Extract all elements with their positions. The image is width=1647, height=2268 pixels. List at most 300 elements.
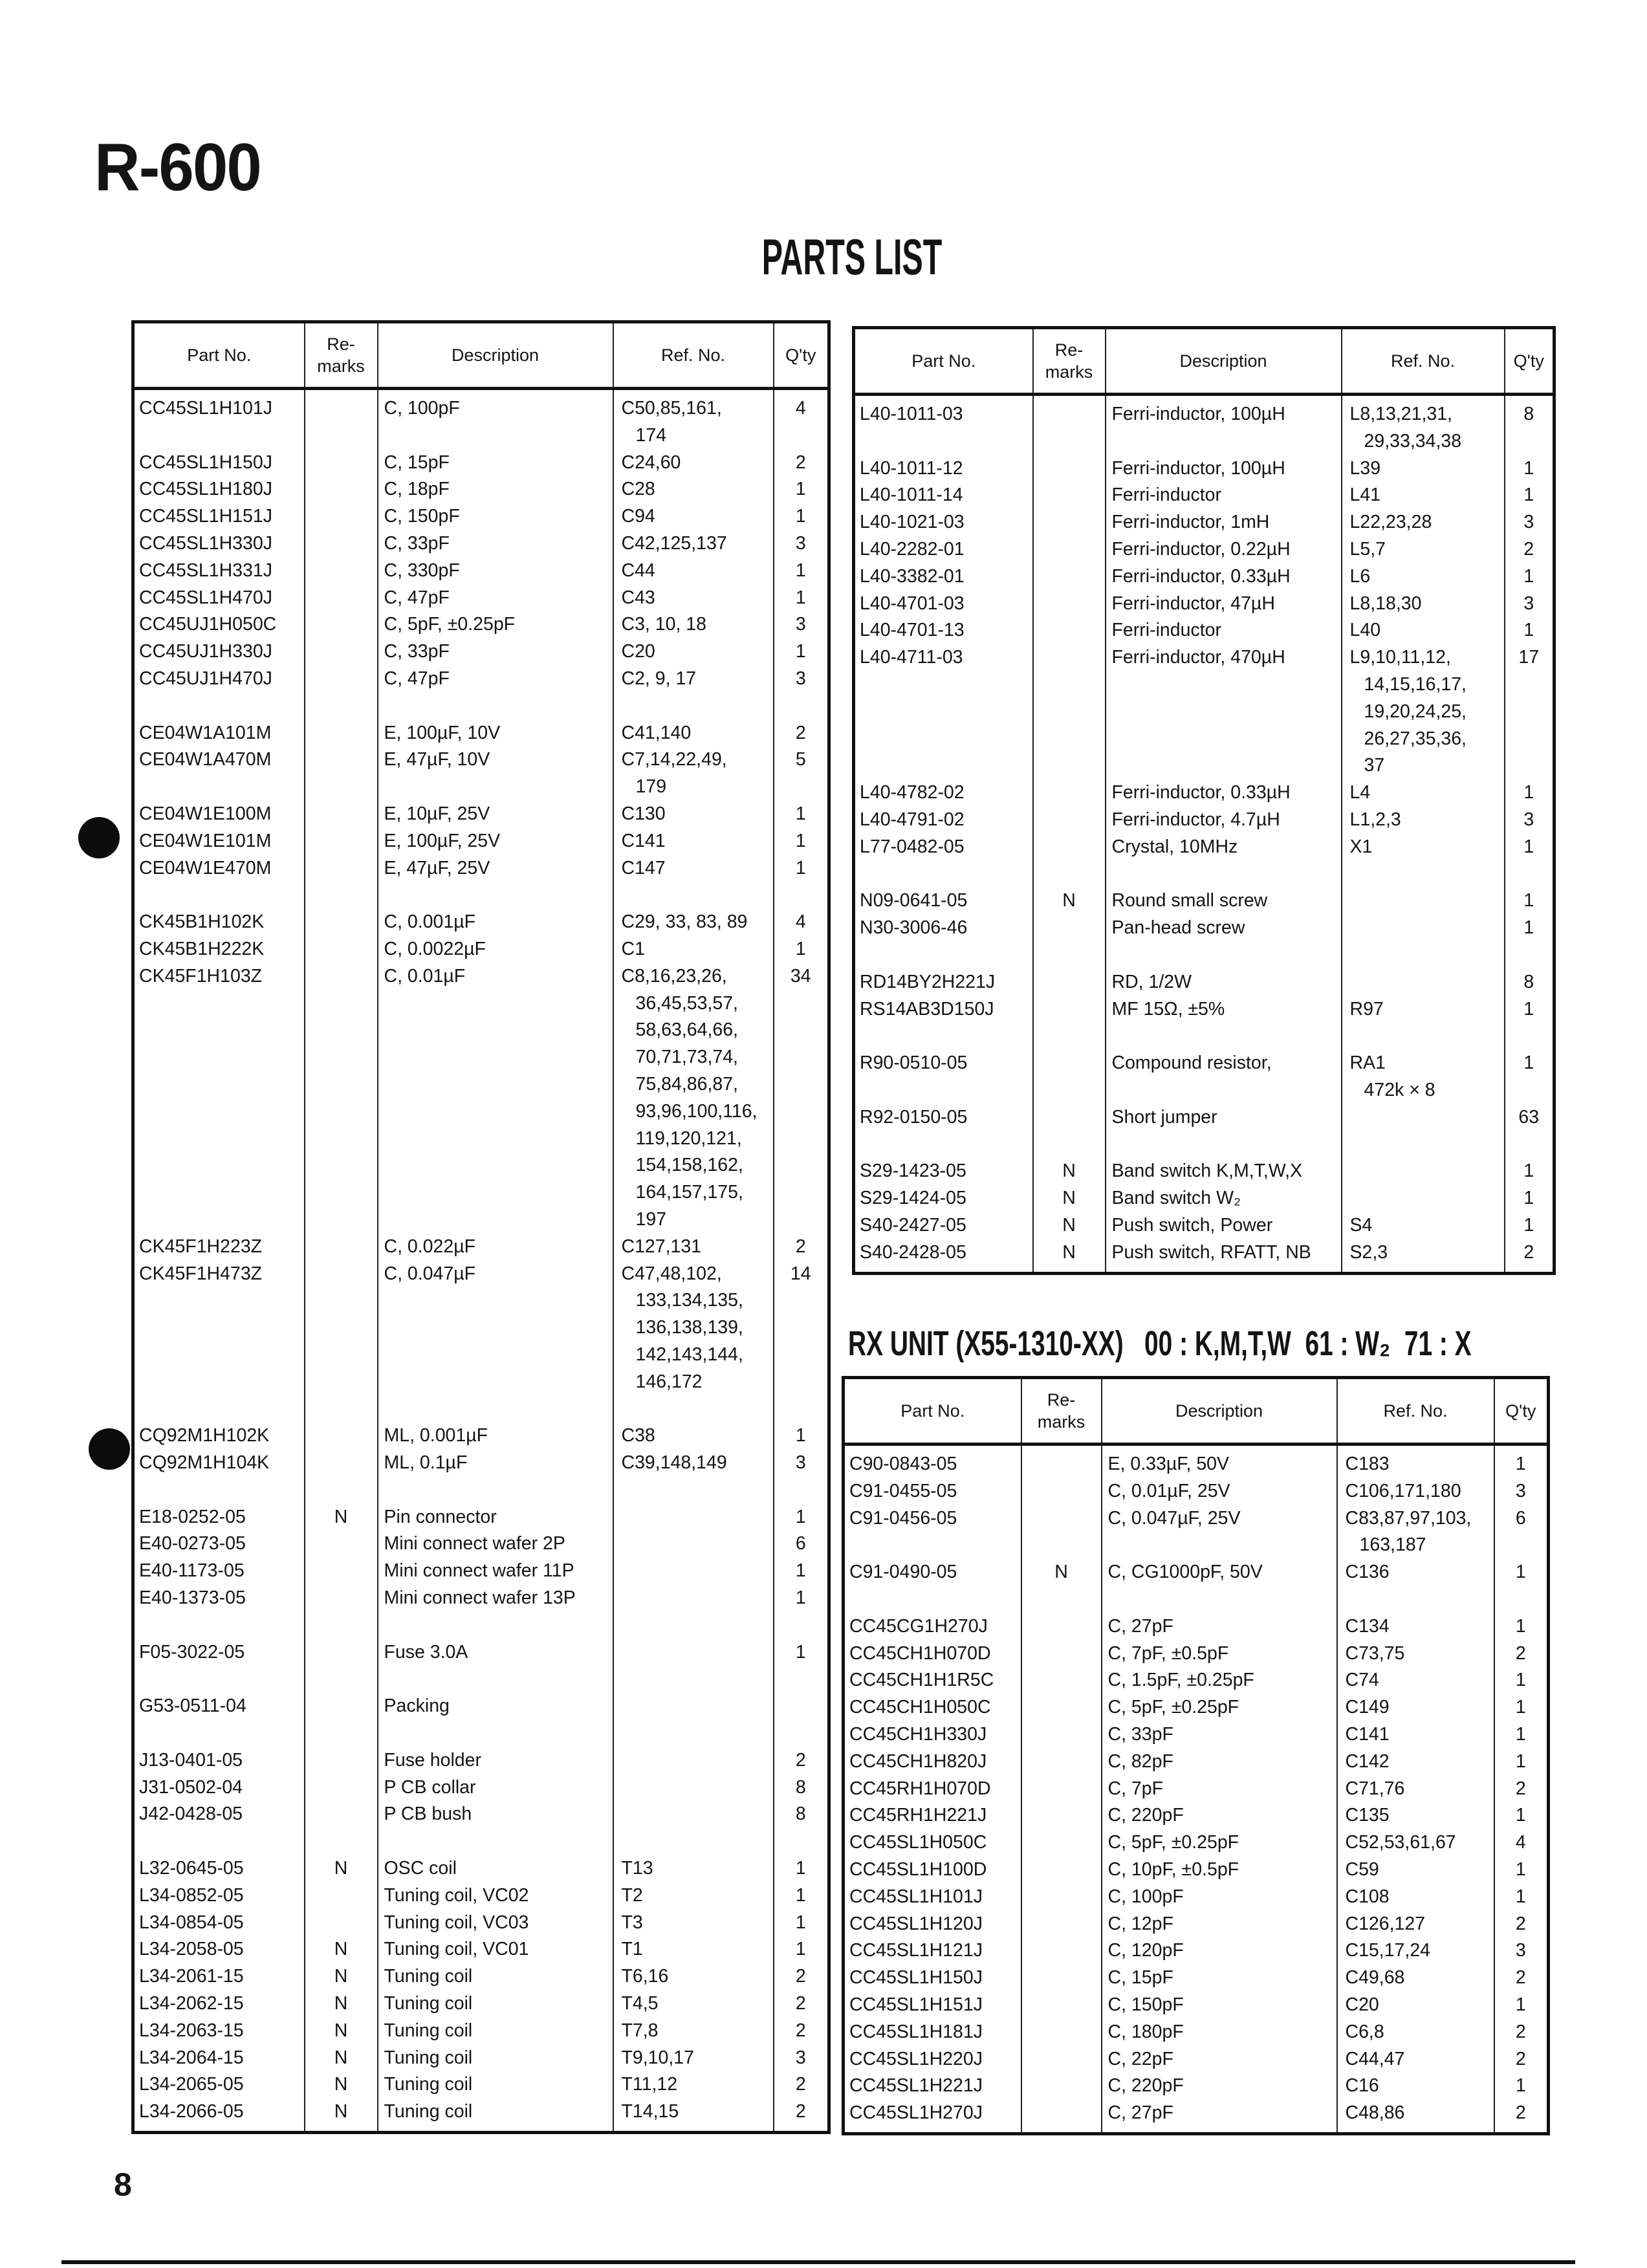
ref-line: C141: [1345, 1723, 1390, 1745]
quantity: 1: [774, 1558, 829, 1585]
quantity: 1: [1505, 1212, 1554, 1239]
description: C, 0.022µF: [378, 1234, 613, 1261]
ref-line: T11,12: [621, 2074, 678, 2095]
remarks: N: [305, 2045, 378, 2072]
description: OSC coil: [378, 1855, 613, 1882]
description: Ferri-inductor, 100µH: [1106, 401, 1342, 455]
ref-numbers: [1337, 1641, 1494, 1668]
description: P CB bush: [378, 1801, 613, 1828]
quantity: 2: [1494, 2019, 1549, 2046]
part-number: CC45UJ1H330J: [133, 638, 305, 666]
description: E, 47µF, 10V: [378, 747, 613, 801]
part-number: CC45SL1H221J: [844, 2073, 1021, 2100]
remarks: [305, 1693, 378, 1720]
spacer-row: [133, 1666, 829, 1693]
part-number: J13-0401-05: [133, 1747, 305, 1774]
spacer-row: [133, 1720, 829, 1747]
part-number: CC45SL1H151J: [133, 503, 305, 530]
remarks: [305, 1531, 378, 1558]
quantity: 1: [1494, 1451, 1549, 1478]
part-number: CC45CH1H820J: [844, 1749, 1021, 1776]
parts-table-main: [131, 320, 831, 2134]
ref-numbers: [613, 1504, 774, 1531]
quantity: 1: [1505, 834, 1554, 861]
ref-line: 179: [635, 776, 667, 798]
remarks: [305, 720, 378, 747]
remarks: [1021, 2100, 1102, 2127]
ref-numbers: [1342, 996, 1505, 1023]
ref-line: C2, 9, 17: [621, 668, 697, 689]
description: P CB collar: [378, 1774, 613, 1802]
remarks: N: [305, 1963, 378, 1990]
ref-line: C47,48,102,: [621, 1263, 722, 1284]
ref-numbers: [613, 558, 774, 585]
quantity: 1: [1494, 1559, 1549, 1586]
ref-numbers: [1337, 1965, 1494, 1992]
ref-numbers: [1337, 2019, 1494, 2046]
ref-numbers: [613, 720, 774, 747]
quantity: 3: [774, 530, 829, 558]
ref-numbers: [613, 1261, 774, 1396]
ref-line: C73,75: [1345, 1642, 1405, 1664]
quantity: 2: [1494, 2046, 1549, 2073]
remarks: [1033, 1050, 1106, 1104]
description: Pin connector: [378, 1504, 613, 1531]
description: Ferri-inductor, 470µH: [1106, 644, 1342, 780]
part-number: CC45SL1H150J: [133, 450, 305, 477]
description: Tuning coil: [378, 2071, 613, 2099]
ref-line: 164,157,175,: [635, 1182, 743, 1203]
col-header-remarks-line1: Re-: [1054, 340, 1084, 360]
ref-numbers: [1337, 1776, 1494, 1803]
description: C, 10pF, ±0.5pF: [1102, 1857, 1337, 1884]
quantity: 2: [1505, 1239, 1554, 1267]
part-number: L40-1011-14: [854, 482, 1033, 509]
ref-numbers: [613, 638, 774, 666]
description: Fuse 3.0A: [378, 1639, 613, 1666]
spacer-row: [133, 1828, 829, 1855]
table-row: [133, 1693, 829, 1720]
ref-line: C136: [1345, 1562, 1390, 1583]
description: Tuning coil: [378, 1990, 613, 2018]
remarks: [1021, 1992, 1102, 2019]
table-row: [854, 888, 1554, 915]
quantity: 3: [1505, 591, 1554, 618]
description: Crystal, 10MHz: [1106, 834, 1342, 861]
ref-line: C8,16,23,26,: [621, 965, 727, 987]
quantity: 3: [774, 666, 829, 693]
quantity: 6: [774, 1531, 829, 1558]
description: Mini connect wafer 2P: [378, 1531, 613, 1558]
table-row: [854, 455, 1554, 483]
col-header-description: Description: [1106, 328, 1342, 395]
ref-line: C147: [621, 857, 666, 878]
remarks: N: [305, 1855, 378, 1882]
table-row: [854, 969, 1554, 996]
part-number: E18-0252-05: [133, 1504, 305, 1531]
description: E, 47µF, 25V: [378, 855, 613, 882]
part-number: CK45B1H222K: [133, 936, 305, 963]
ref-line: L5,7: [1349, 538, 1386, 560]
table-row: [844, 2019, 1549, 2046]
col-header-remarks: [1021, 1378, 1102, 1445]
table-row: [133, 1558, 829, 1585]
description: MF 15Ω, ±5%: [1106, 996, 1342, 1023]
part-number: L40-4701-13: [854, 617, 1033, 644]
ref-numbers: [1337, 1559, 1494, 1586]
description: C, 0.0022µF: [378, 936, 613, 963]
quantity: 8: [774, 1774, 829, 1802]
ref-numbers: [1337, 1937, 1494, 1965]
ref-numbers: [1342, 780, 1505, 807]
quantity: 2: [774, 1234, 829, 1261]
table-row: [133, 1234, 829, 1261]
table-row: [844, 1613, 1549, 1641]
part-number: RD14BY2H221J: [854, 969, 1033, 996]
quantity: 1: [774, 585, 829, 612]
ref-line: C149: [1345, 1697, 1390, 1718]
ref-line: C83,87,97,103,: [1345, 1507, 1472, 1529]
quantity: 1: [1505, 563, 1554, 591]
quantity: 8: [1505, 401, 1554, 455]
table-row: [133, 1990, 829, 2018]
ref-line: 70,71,73,74,: [635, 1047, 738, 1068]
part-number: L77-0482-05: [854, 834, 1033, 861]
ref-line: C71,76: [1345, 1778, 1405, 1799]
part-number: E40-0273-05: [133, 1531, 305, 1558]
remarks: [1021, 1802, 1102, 1829]
remarks: N: [1033, 1239, 1106, 1267]
rx-unit-heading: RX UNIT (X55-1310-XX) 00 : K,M,T,W 61 : W₂ 71 : X: [848, 1324, 1472, 1363]
description: Tuning coil: [378, 2045, 613, 2072]
part-number: RS14AB3D150J: [854, 996, 1033, 1023]
part-number: CC45SL1H270J: [844, 2100, 1021, 2127]
ref-numbers: [613, 2045, 774, 2072]
remarks: [1033, 509, 1106, 536]
ref-numbers: [613, 585, 774, 612]
table-row: [133, 2045, 829, 2072]
quantity: 4: [1494, 1829, 1549, 1857]
part-number: CC45SL1H050C: [844, 1829, 1021, 1857]
table-row: [854, 834, 1554, 861]
description: C, 1.5pF, ±0.25pF: [1102, 1667, 1337, 1694]
part-number: R92-0150-05: [854, 1104, 1033, 1131]
ref-line: 29,33,34,38: [1364, 430, 1462, 452]
quantity: 1: [1494, 2073, 1549, 2100]
part-number: CC45SL1H220J: [844, 2046, 1021, 2073]
part-number: C91-0456-05: [844, 1505, 1021, 1560]
table-row: [854, 1212, 1554, 1239]
ref-line: C1: [621, 938, 645, 959]
table-row: [854, 591, 1554, 618]
table-row: [133, 720, 829, 747]
ref-line: T3: [621, 1912, 643, 1933]
ref-line: C50,85,161,: [621, 398, 722, 419]
remarks: [1021, 1884, 1102, 1911]
quantity: 1: [1505, 1158, 1554, 1185]
remarks: [305, 1234, 378, 1261]
remarks: N: [1033, 1212, 1106, 1239]
remarks: [1033, 996, 1106, 1023]
description: C, CG1000pF, 50V: [1102, 1559, 1337, 1586]
ref-numbers: [1342, 563, 1505, 591]
part-number: L34-0852-05: [133, 1882, 305, 1910]
part-number: L40-1011-12: [854, 455, 1033, 483]
description: Fuse holder: [378, 1747, 613, 1774]
ref-line: S2,3: [1349, 1241, 1388, 1263]
model-name: R-600: [94, 130, 261, 205]
description: C, 5pF, ±0.25pF: [378, 611, 613, 638]
ref-numbers: [1342, 1185, 1505, 1212]
ref-line: C134: [1345, 1615, 1390, 1637]
spacer-row: [844, 1445, 1549, 1452]
ref-line: C59: [1345, 1859, 1379, 1880]
remarks: [1033, 969, 1106, 996]
col-header-part-no: Part No.: [133, 322, 305, 389]
header-row: [854, 328, 1554, 395]
quantity: 2: [774, 720, 829, 747]
part-number: CE04W1E100M: [133, 801, 305, 828]
table-row: [854, 644, 1554, 780]
part-number: S40-2428-05: [854, 1239, 1033, 1267]
ref-line: 58,63,64,66,: [635, 1020, 738, 1041]
ref-numbers: [613, 476, 774, 503]
description: C, 5pF, ±0.25pF: [1102, 1694, 1337, 1721]
table-row: [844, 1802, 1549, 1829]
remarks: [305, 1585, 378, 1612]
ref-line: L40: [1349, 620, 1381, 641]
table-row: [133, 1910, 829, 1937]
ref-numbers: [1342, 617, 1505, 644]
description: Tuning coil: [378, 1963, 613, 1990]
table-row: [133, 1963, 829, 1990]
ref-numbers: [1337, 2100, 1494, 2127]
col-header-remarks-line2: marks: [1037, 1412, 1085, 1432]
part-number: L40-4791-02: [854, 807, 1033, 834]
spacer-row: [133, 2126, 829, 2133]
part-number: C91-0490-05: [844, 1559, 1021, 1586]
part-number: L32-0645-05: [133, 1855, 305, 1882]
quantity: 1: [774, 1423, 829, 1450]
remarks: [1033, 915, 1106, 942]
quantity: 8: [1505, 969, 1554, 996]
ref-numbers: [1337, 1829, 1494, 1857]
ref-line: C49,68: [1345, 1967, 1405, 1989]
spacer-row: [133, 1477, 829, 1504]
table-row: [854, 780, 1554, 807]
quantity: 1: [1505, 617, 1554, 644]
ref-line: 26,27,35,36,: [1364, 728, 1467, 749]
table-row: [844, 1992, 1549, 2019]
remarks: [305, 1747, 378, 1774]
part-number: L34-2066-05: [133, 2099, 305, 2126]
col-header-remarks: [305, 322, 378, 389]
part-number: CC45SL1H470J: [133, 585, 305, 612]
spacer-row: [844, 2127, 1549, 2134]
remarks: N: [1021, 1559, 1102, 1586]
ref-line: L8,18,30: [1349, 593, 1422, 614]
ref-numbers: [1337, 1721, 1494, 1749]
part-number: CC45SL1H101J: [133, 395, 305, 450]
remarks: [1021, 1667, 1102, 1694]
ref-line: C94: [621, 506, 655, 527]
table-row: [133, 801, 829, 828]
ref-numbers: [1337, 1451, 1494, 1478]
part-number: N09-0641-05: [854, 888, 1033, 915]
ref-line: C28: [621, 479, 655, 500]
quantity: 2: [774, 1747, 829, 1774]
remarks: [1033, 807, 1106, 834]
part-number: CK45F1H473Z: [133, 1261, 305, 1396]
table-row: [133, 1423, 829, 1450]
col-header-ref-no: Ref. No.: [613, 322, 774, 389]
ref-numbers: [1342, 591, 1505, 618]
table-row: [133, 503, 829, 530]
ref-line: L8,13,21,31,: [1349, 404, 1452, 424]
remarks: [305, 638, 378, 666]
quantity: 1: [774, 1936, 829, 1963]
quantity: 1: [1505, 780, 1554, 807]
part-number: C91-0455-05: [844, 1478, 1021, 1505]
ref-numbers: [613, 666, 774, 693]
ref-numbers: [1337, 1802, 1494, 1829]
quantity: 1: [1494, 1667, 1549, 1694]
description: Tuning coil, VC03: [378, 1910, 613, 1937]
ref-line: T4,5: [621, 1993, 659, 2014]
table-row: [854, 1158, 1554, 1185]
ref-numbers: [613, 395, 774, 450]
part-number: L40-1021-03: [854, 509, 1033, 536]
table-row: [133, 936, 829, 963]
remarks: [305, 1910, 378, 1937]
remarks: N: [305, 1504, 378, 1531]
col-header-ref-no: Ref. No.: [1342, 328, 1505, 395]
part-number: L34-2061-15: [133, 1963, 305, 1990]
ref-line: 93,96,100,116,: [635, 1100, 758, 1122]
quantity: 1: [774, 855, 829, 882]
ref-numbers: [1337, 1667, 1494, 1694]
description: C, 0.01µF: [378, 963, 613, 1234]
table-row: [844, 1478, 1549, 1505]
remarks: [1033, 834, 1106, 861]
table-row: [854, 1239, 1554, 1267]
quantity: 3: [774, 611, 829, 638]
table-row: [844, 1937, 1549, 1965]
remarks: [305, 1450, 378, 1477]
part-number: E40-1373-05: [133, 1585, 305, 1612]
ref-line: R97: [1349, 998, 1384, 1020]
description: Tuning coil: [378, 2018, 613, 2045]
quantity: 4: [774, 395, 829, 450]
remarks: [1021, 1478, 1102, 1505]
ref-line: C20: [1345, 1994, 1379, 2015]
ref-numbers: [613, 855, 774, 882]
table-row: [854, 996, 1554, 1023]
part-number: CK45F1H103Z: [133, 963, 305, 1234]
ref-line: C135: [1345, 1805, 1390, 1826]
remarks: [1021, 1776, 1102, 1803]
quantity: 1: [774, 1639, 829, 1666]
ref-numbers: [1337, 1749, 1494, 1776]
quantity: 1: [1494, 1992, 1549, 2019]
ref-numbers: [1342, 1158, 1505, 1185]
ref-numbers: [1342, 807, 1505, 834]
page-number: 8: [114, 2166, 132, 2203]
part-number: L40-3382-01: [854, 563, 1033, 591]
ref-line: C183: [1345, 1454, 1390, 1474]
quantity: 1: [774, 1882, 829, 1910]
remarks: [305, 1423, 378, 1450]
description: Ferri-inductor: [1106, 482, 1342, 509]
part-number: L34-2063-15: [133, 2018, 305, 2045]
remarks: [1021, 1937, 1102, 1965]
remarks: N: [1033, 888, 1106, 915]
table-row: [854, 401, 1554, 455]
description: C, 7pF: [1102, 1776, 1337, 1803]
part-number: CC45SL1H100D: [844, 1857, 1021, 1884]
table-row: [854, 1050, 1554, 1104]
remarks: [1021, 1451, 1102, 1478]
ref-line: C126,127: [1345, 1913, 1426, 1934]
remarks: N: [305, 2018, 378, 2045]
part-number: CC45CH1H1R5C: [844, 1667, 1021, 1694]
part-number: CQ92M1H104K: [133, 1450, 305, 1477]
ref-line: C16: [1345, 2075, 1379, 2097]
remarks: [1033, 780, 1106, 807]
quantity: 3: [774, 1450, 829, 1477]
quantity: 1: [1505, 482, 1554, 509]
description: Ferri-inductor, 0.33µH: [1106, 780, 1342, 807]
remarks: [1021, 2019, 1102, 2046]
remarks: [1021, 1613, 1102, 1641]
table-row: [844, 1911, 1549, 1938]
table-row: [854, 617, 1554, 644]
part-number: CC45SL1H180J: [133, 476, 305, 503]
ref-numbers: [613, 909, 774, 936]
spacer-row: [854, 861, 1554, 888]
quantity: 3: [1505, 807, 1554, 834]
quantity: 3: [1494, 1937, 1549, 1965]
description: E, 100µF, 25V: [378, 828, 613, 855]
description: C, 15pF: [1102, 1965, 1337, 1992]
col-header-ref-no: Ref. No.: [1337, 1378, 1494, 1445]
ref-numbers: [613, 1747, 774, 1774]
ref-line: C74: [1345, 1670, 1379, 1691]
part-number: G53-0511-04: [133, 1693, 305, 1720]
part-number: L40-4701-03: [854, 591, 1033, 618]
quantity: 1: [1494, 1802, 1549, 1829]
quantity: 1: [1505, 1185, 1554, 1212]
part-number: CC45UJ1H050C: [133, 611, 305, 638]
quantity: 2: [774, 1963, 829, 1990]
remarks: [305, 1261, 378, 1396]
ref-numbers: [613, 1936, 774, 1963]
part-number: J42-0428-05: [133, 1801, 305, 1828]
ref-line: 119,120,121,: [635, 1128, 742, 1149]
description: C, 12pF: [1102, 1911, 1337, 1938]
ref-numbers: [1342, 644, 1505, 780]
col-header-part-no: Part No.: [854, 328, 1033, 395]
table-row: [133, 1855, 829, 1882]
ref-line: 14,15,16,17,: [1364, 673, 1467, 695]
ref-line: 19,20,24,25,: [1364, 701, 1467, 722]
ref-line: 174: [635, 424, 667, 446]
description: RD, 1/2W: [1106, 969, 1342, 996]
part-number: CC45UJ1H470J: [133, 666, 305, 693]
remarks: [1021, 1505, 1102, 1560]
part-number: E40-1173-05: [133, 1558, 305, 1585]
remarks: [305, 1801, 378, 1828]
